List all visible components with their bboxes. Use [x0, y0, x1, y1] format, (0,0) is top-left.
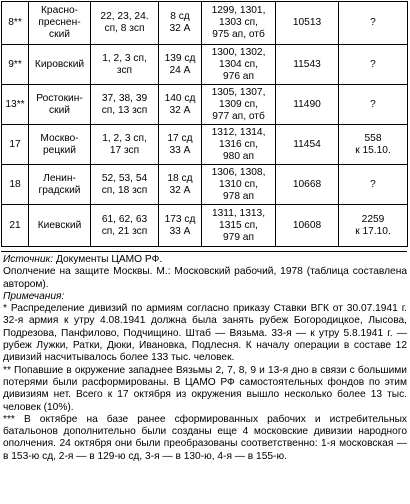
- regiments-cell: 1, 2, 3 сп, зсп: [91, 45, 159, 85]
- personnel-count-cell: 11454: [276, 125, 339, 165]
- personnel-count-cell: 10668: [276, 165, 339, 205]
- division-number-cell: 13**: [2, 85, 29, 125]
- book-reference: Ополчение на защите Москвы. М.: Московский рабочий, 1978 (таблица составлена автором).: [3, 266, 407, 290]
- district-name-cell: Ленин- градский: [29, 165, 91, 205]
- regiment-numbers-cell: 1312, 1314, 1316 сп, 980 ап: [202, 125, 276, 165]
- remark-cell: ?: [339, 165, 408, 205]
- regiments-cell: 37, 38, 39 сп, 13 зсп: [91, 85, 159, 125]
- remark-cell: ?: [339, 2, 408, 45]
- remark-cell: 558 к 15.10.: [339, 125, 408, 165]
- notes-block: [3, 254, 407, 463]
- district-name-cell: Киевский: [29, 205, 91, 247]
- district-name-cell: Кировский: [29, 45, 91, 85]
- table-row: [2, 205, 408, 247]
- note-3: *** В октябре на базе ранее сформированных рабочих и истребительных батальонов дополнительно были созданы еще 4 московские дивизии народного ополчения. 24 октября они были преобразованы соответственно: 1-я московская — в 153-ю сд, 2-я — в 129-ю сд, 3-я — в 130-ю, 4-я — в 155-ю.: [3, 413, 407, 462]
- district-name-cell: Москво- рецкий: [29, 125, 91, 165]
- remark-cell: ?: [339, 85, 408, 125]
- table-row: [2, 125, 408, 165]
- table-row: [2, 165, 408, 205]
- table-row: [2, 45, 408, 85]
- table-row: [2, 2, 408, 45]
- rifle-division-cell: 139 сд 24 А: [159, 45, 202, 85]
- regiment-numbers-cell: 1305, 1307, 1309 сп, 977 ап, отб: [202, 85, 276, 125]
- regiment-numbers-cell: 1299, 1301, 1303 сп, 975 ап, отб: [202, 2, 276, 45]
- rifle-division-cell: 18 сд 32 А: [159, 165, 202, 205]
- source-line: [3, 254, 407, 266]
- regiment-numbers-cell: 1311, 1313, 1315 сп, 979 ап: [202, 205, 276, 247]
- regiments-cell: 22, 23, 24. сп, 8 зсп: [91, 2, 159, 45]
- remarks-label: Примечания:: [3, 290, 65, 302]
- divisions-table: [1, 1, 408, 247]
- regiment-numbers-cell: 1306, 1308, 1310 сп, 978 ап: [202, 165, 276, 205]
- personnel-count-cell: 10513: [276, 2, 339, 45]
- personnel-count-cell: 11490: [276, 85, 339, 125]
- rifle-division-cell: 17 сд 33 А: [159, 125, 202, 165]
- division-number-cell: 9**: [2, 45, 29, 85]
- rifle-division-cell: 173 сд 33 А: [159, 205, 202, 247]
- source-text: Документы ЦАМО РФ.: [53, 254, 163, 265]
- note-1: * Распределение дивизий по армиям согласно приказу Ставки ВГК от 30.07.1941 г. 32-я армия к утру 4.08.1941 должна была занять рубеж Богородицкое, Лысова, Подрезова, Панфилово, Подчищино. Штаб — Вязьма. 33-я — к утру 5.8.1941 г. — рубеж Лужки, Ратки, Дюки, Ивановка, Подлесня. К началу операции в составе 12 дивизий насчитывалось более 133 тыс. человек.: [3, 303, 407, 364]
- district-name-cell: Красно- преснен- ский: [29, 2, 91, 45]
- personnel-count-cell: 11543: [276, 45, 339, 85]
- district-name-cell: Ростокин- ский: [29, 85, 91, 125]
- source-label: Источник:: [3, 254, 54, 265]
- remark-cell: ?: [339, 45, 408, 85]
- regiments-cell: 61, 62, 63 сп, 21 зсп: [91, 205, 159, 247]
- regiments-cell: 52, 53, 54 сп, 18 зсп: [91, 165, 159, 205]
- division-number-cell: 18: [2, 165, 29, 205]
- regiments-cell: 1, 2, 3 сп, 17 зсп: [91, 125, 159, 165]
- divider-line: [1, 251, 407, 252]
- division-number-cell: 8**: [2, 2, 29, 45]
- note-2: ** Попавшие в окружение западнее Вязьмы 2, 7, 8, 9 и 13-я дно в связи с большими потерями были расформированы. В ЦАМО РФ самостоятельных фондов по этим дивизиям нет. Всего к 17 октября из окружения вышло несколько более 13 тыс. человек (10%).: [3, 364, 407, 413]
- division-number-cell: 17: [2, 125, 29, 165]
- rifle-division-cell: 8 сд 32 А: [159, 2, 202, 45]
- regiment-numbers-cell: 1300, 1302, 1304 сп, 976 ап: [202, 45, 276, 85]
- rifle-division-cell: 140 сд 32 А: [159, 85, 202, 125]
- personnel-count-cell: 10608: [276, 205, 339, 247]
- remark-cell: 2259 к 17.10.: [339, 205, 408, 247]
- table-row: [2, 85, 408, 125]
- division-number-cell: 21: [2, 205, 29, 247]
